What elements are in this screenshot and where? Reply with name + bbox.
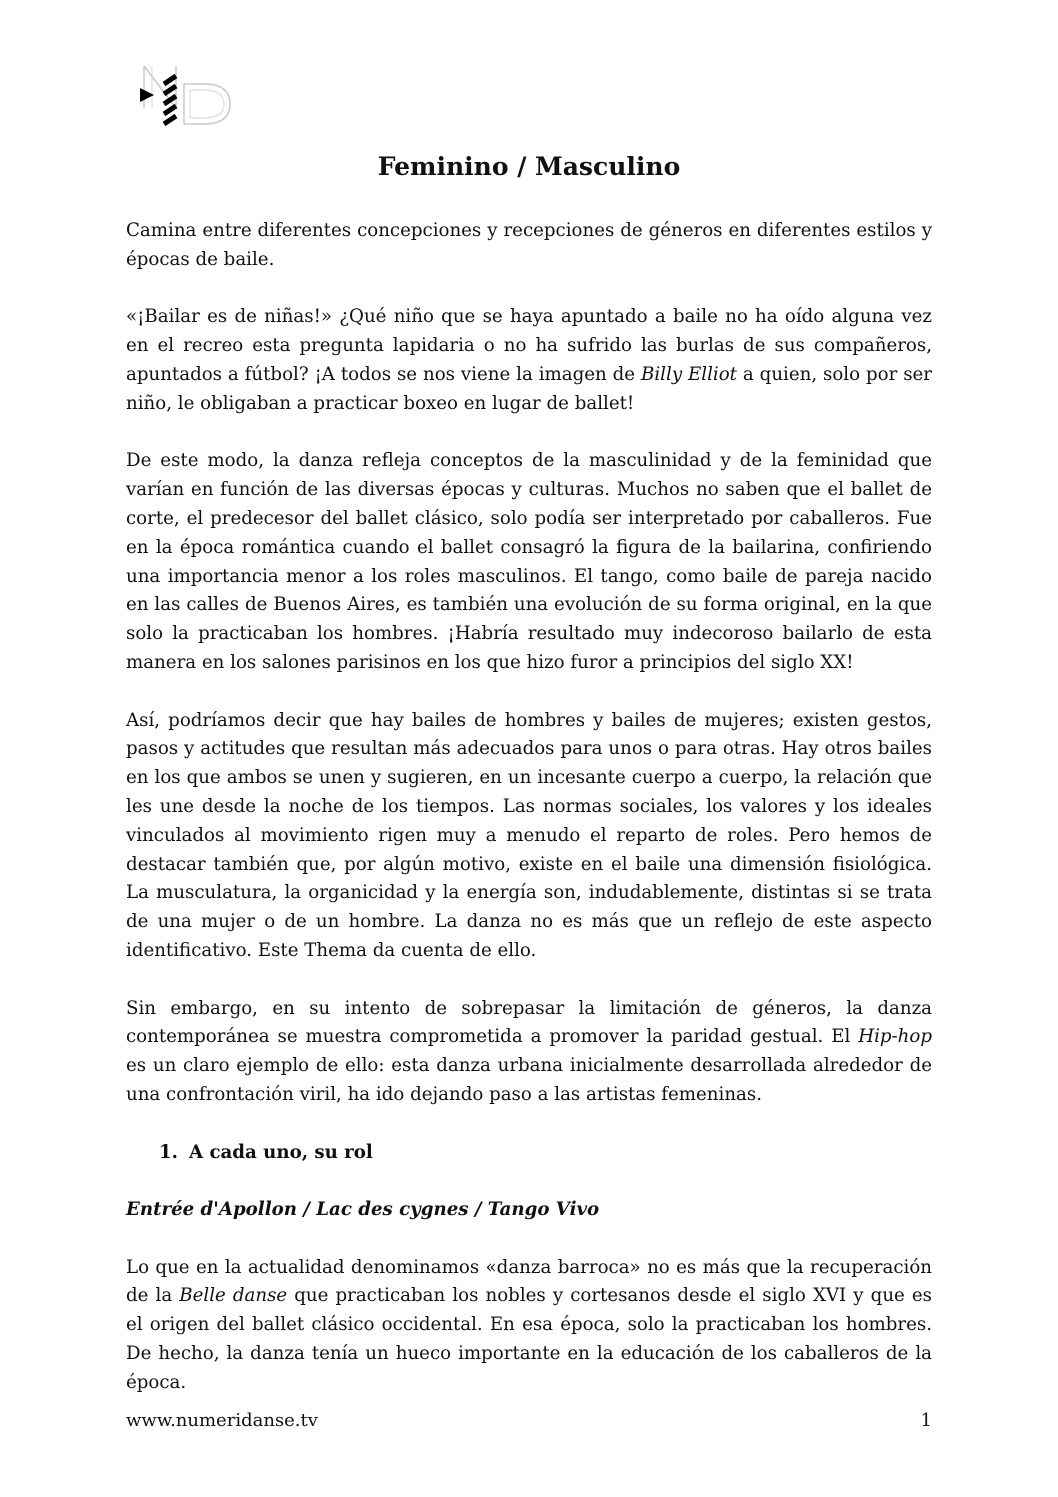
paragraph-belle-danse: [126, 1254, 932, 1398]
nd-logo-icon: [136, 62, 234, 126]
page-number: 1: [920, 1410, 932, 1431]
paragraph-text: Sin embargo, en su intento de sobrepasar la limitación de géneros, la danza contemporánea se muestra comprometida a promover la paridad gestual. El: [126, 997, 932, 1048]
intro-paragraph: Camina entre diferentes concepciones y recepciones de géneros en diferentes estilos y épocas de baile.: [126, 220, 932, 270]
footer-url: www.numeridanse.tv: [126, 1410, 318, 1431]
dance-style: Hip-hop: [858, 1026, 932, 1048]
paragraph-text: «¡Bailar es de niñas!» ¿Qué niño que se haya apuntado a baile no ha oído alguna vez en el recreo esta pregunta lapidaria o no ha sufrido las burlas de sus compañeros, apuntados a fútbol? ¡A todos se nos viene la imagen de: [126, 306, 932, 385]
dance-term: Belle danse: [179, 1285, 288, 1307]
page-title: Feminino / Masculino: [377, 152, 681, 181]
paragraph-text: a quien, solo por ser niño, le obligaban a practicar boxeo en lugar de ballet!: [126, 363, 932, 414]
paragraph-text: Lo que en la actualidad denominamos «danza barroca» no es más que la recuperación de la: [126, 1256, 932, 1307]
paragraph-text: es un claro ejemplo de ello: esta danza urbana inicialmente desarrollada alrededor de una confrontación viril, ha ido dejando paso a las artistas femeninas.: [126, 1055, 932, 1105]
paragraph-roles: Así, podríamos decir que hay bailes de hombres y bailes de mujeres; existen gestos, pasos y actitudes que resultan más adecuados para unos o para otras. Hay otros bailes en los que ambos se unen y sugieren, en un incesante cuerpo a cuerpo, la relación que les une desde la noche de los tiempos. Las normas sociales, los valores y los ideales vinculados al movimiento rigen muy a menudo el reparto de roles. Pero hemos de destacar también que, por algún motivo, existe en el baile una dimensión fisiológica. La musculatura, la organicidad y la energía son, indudablemente, distintas si se trata de una mujer o de un hombre. La danza no es más que un reflejo de este aspecto identificativo. Este Thema da cuenta de ello.: [126, 709, 932, 961]
document-body: [126, 217, 932, 1398]
paragraph-billy-elliot: [126, 303, 932, 418]
section-heading: [126, 1139, 932, 1168]
paragraph-text: que practicaban los nobles y cortesanos desde el siglo XVI y que es el origen del ballet clásico occidental. En esa época, solo la practicaban los hombres. De hecho, la danza tenía un hueco importante en la educación de los caballeros de la época.: [126, 1285, 932, 1393]
section-title: A cada uno, su rol: [189, 1141, 373, 1163]
paragraph-history: De este modo, la danza refleja conceptos de la masculinidad y de la feminidad que varían en función de las diversas épocas y culturas. Muchos no saben que el ballet de corte, el predecesor del ballet clásico, solo podía ser interpretado por caballeros. Fue en la época romántica cuando el ballet consagró la figura de la bailarina, confiriendo una importancia menor a los roles masculinos. El tango, como baile de pareja nacido en las calles de Buenos Aires, es también una evolución de su forma original, en la que solo la practicaban los hombres. ¡Habría resultado muy indecoroso bailarlo de esta manera en los salones parisinos en los que hizo furor a principios del siglo XX!: [126, 450, 932, 673]
subheading: Entrée d'Apollon / Lac des cygnes / Tango Vivo: [126, 1199, 600, 1221]
section-number: 1.: [159, 1141, 178, 1163]
paragraph-hiphop: [126, 995, 932, 1110]
film-title: Billy Elliot: [641, 363, 737, 385]
